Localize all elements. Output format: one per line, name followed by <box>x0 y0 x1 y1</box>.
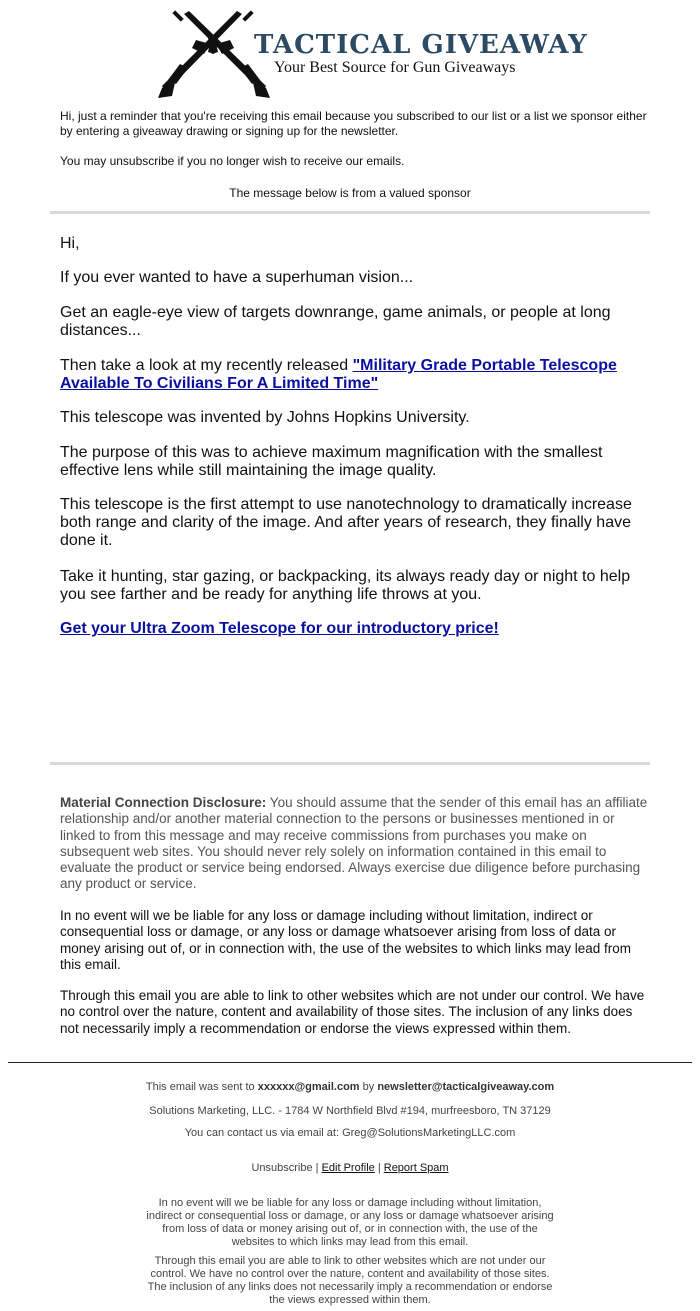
divider-top <box>50 211 650 214</box>
brand-logo <box>156 8 588 100</box>
subscription-reminder: Hi, just a reminder that you're receiving this email because you subscribed to our list or a list we sponsor either by entering a giveaway drawing or signing up for the newsletter. <box>60 109 647 138</box>
recipient-email: xxxxxx@gmail.com <box>257 1081 360 1093</box>
unsubscribe-note: You may unsubscribe if you no longer wish to receive our emails. <box>60 154 405 168</box>
telescope-offer-link[interactable]: "Military Grade Portable Telescope Available To Civilians For A Limited Time" <box>60 357 617 392</box>
footer-liability: In no event will we be liable for any loss or damage including without limitation, indirect or consequential loss or damage, or any loss or damage whatsoever arising from loss of data or money arising out of, or in connection with, the use of the websites to which links may lead from this email. <box>146 1197 554 1248</box>
footer-address: Solutions Marketing, LLC. - 1784 W Northfield Blvd #194, murfreesboro, TN 37129 <box>149 1105 551 1117</box>
message-para-6: This telescope is the first attempt to use nanotechnology to dramatically increase both range and clarity of the image. And after years of research, they finally have done it. <box>60 496 632 549</box>
separator: | <box>374 1162 384 1174</box>
sponsor-note: The message below is from a valued sponsor <box>229 186 471 200</box>
greeting: Hi, <box>60 235 80 252</box>
cta <box>60 620 650 638</box>
divider-bottom <box>50 762 650 765</box>
sent-prefix: This email was sent to <box>145 1081 258 1093</box>
liability-disclaimer: In no event will we be liable for any loss or damage including without limitation, indirect or consequential loss or damage, or any loss or damage whatsoever arising from loss of data or money arising out of, or in connection with, the use of the websites to which links may lead from this email. <box>60 908 632 972</box>
message-para-3-text: Then take a look at my recently released <box>60 357 353 374</box>
telescope-cta-link[interactable]: Get your Ultra Zoom Telescope for our introductory price! <box>60 620 499 637</box>
footer-contact: You can contact us via email at: Greg@SolutionsMarketingLLC.com <box>184 1127 516 1139</box>
footer-sent-to <box>140 1081 560 1094</box>
footer-links-disclaimer: Through this email you are able to link to other websites which are not under our control. We have no control over the nature, content and availability of those sites. The inclusion of any links does not necessarily imply a recommendation or endorse the views expressed within them. <box>147 1255 553 1306</box>
brand-tagline: Your Best Source for Gun Giveaways <box>274 59 516 76</box>
report-spam-link[interactable]: Report Spam <box>383 1162 449 1174</box>
message-para-5: The purpose of this was to achieve maximum magnification with the smallest effective lens while still maintaining the image quality. <box>60 444 603 479</box>
brand-name: TACTICAL GIVEAWAY <box>254 30 588 60</box>
disclosure-label: Material Connection Disclosure: <box>60 795 267 810</box>
material-disclosure <box>60 795 650 893</box>
message-para-2: Get an eagle-eye view of targets downrange, game animals, or people at long distances... <box>60 304 611 339</box>
footer-links <box>140 1162 560 1175</box>
external-links-disclaimer: Through this email you are able to link to other websites which are not under our control. We have no control over the nature, content and availability of those sites. The inclusion of any links does not necessarily imply a recommendation or endorse the views expressed within them. <box>60 988 645 1036</box>
message-para-7: Take it hunting, star gazing, or backpacking, its always ready day or night to help you see farther and be ready for anything life throws at you. <box>60 568 631 603</box>
unsubscribe-link[interactable]: Unsubscribe <box>251 1162 313 1174</box>
separator: | <box>312 1162 322 1174</box>
message-para-1: If you ever wanted to have a superhuman vision... <box>60 269 414 286</box>
message-para-3 <box>60 357 650 393</box>
edit-profile-link[interactable]: Edit Profile <box>321 1162 375 1174</box>
sender-email: newsletter@tacticalgiveaway.com <box>377 1081 555 1093</box>
footer-divider <box>8 1062 692 1063</box>
disclosure-text: You should assume that the sender of this email has an affiliate relationship and/or another material connection to the persons or businesses mentioned in or linked to from this message and may receive commissions from purchases you make on subsequent web sites. You should never rely solely on information contained in this email to evaluate the product or service being endorsed. Always exercise due diligence before purchasing any product or service. <box>60 795 648 892</box>
sent-by: by <box>359 1081 378 1093</box>
message-para-4: This telescope was invented by Johns Hopkins University. <box>60 409 470 426</box>
